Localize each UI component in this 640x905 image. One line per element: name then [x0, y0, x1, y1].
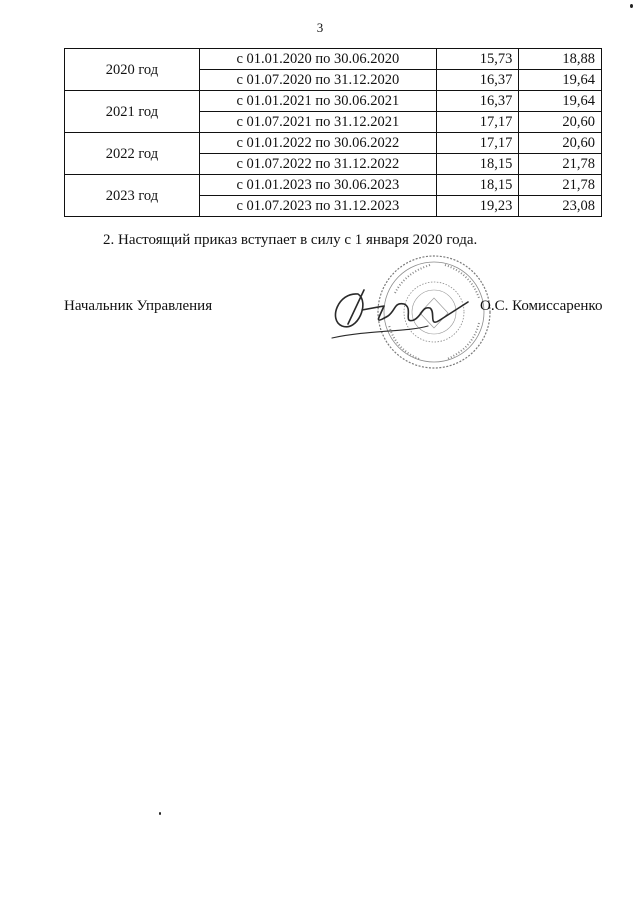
- year-cell: 2023 год: [65, 175, 200, 217]
- period-cell: с 01.01.2020 по 30.06.2020: [199, 49, 436, 70]
- period-cell: с 01.01.2022 по 30.06.2022: [199, 133, 436, 154]
- value-cell: 20,60: [519, 133, 602, 154]
- value-cell: 18,15: [436, 154, 519, 175]
- year-cell: 2020 год: [65, 49, 200, 91]
- scan-speck: [630, 4, 633, 8]
- value-cell: 21,78: [519, 175, 602, 196]
- signatory-name: О.С. Комиссаренко: [480, 298, 603, 314]
- period-cell: с 01.07.2022 по 31.12.2022: [199, 154, 436, 175]
- value-cell: 19,64: [519, 70, 602, 91]
- table-row: [65, 91, 602, 112]
- period-cell: с 01.01.2021 по 30.06.2021: [199, 91, 436, 112]
- value-cell: 23,08: [519, 196, 602, 217]
- period-cell: с 01.07.2023 по 31.12.2023: [199, 196, 436, 217]
- value-cell: 16,37: [436, 70, 519, 91]
- period-cell: с 01.07.2020 по 31.12.2020: [199, 70, 436, 91]
- tariff-table: [64, 48, 602, 217]
- signatory-position: Начальник Управления: [64, 298, 213, 314]
- table-row: [65, 133, 602, 154]
- handwritten-signature: [318, 280, 478, 344]
- value-cell: 18,15: [436, 175, 519, 196]
- value-cell: 19,23: [436, 196, 519, 217]
- page-number: 3: [316, 20, 324, 35]
- year-cell: 2021 год: [65, 91, 200, 133]
- value-cell: 18,88: [519, 49, 602, 70]
- table-row: [65, 49, 602, 70]
- value-cell: 17,17: [436, 133, 519, 154]
- value-cell: 19,64: [519, 91, 602, 112]
- clause-2-text: 2. Настоящий приказ вступает в силу с 1 января 2020 года.: [103, 232, 478, 248]
- value-cell: 17,17: [436, 112, 519, 133]
- table-row: [65, 175, 602, 196]
- year-cell: 2022 год: [65, 133, 200, 175]
- value-cell: 16,37: [436, 91, 519, 112]
- value-cell: 21,78: [519, 154, 602, 175]
- period-cell: с 01.07.2021 по 31.12.2021: [199, 112, 436, 133]
- value-cell: 15,73: [436, 49, 519, 70]
- scan-speck: [159, 812, 161, 815]
- value-cell: 20,60: [519, 112, 602, 133]
- period-cell: с 01.01.2023 по 30.06.2023: [199, 175, 436, 196]
